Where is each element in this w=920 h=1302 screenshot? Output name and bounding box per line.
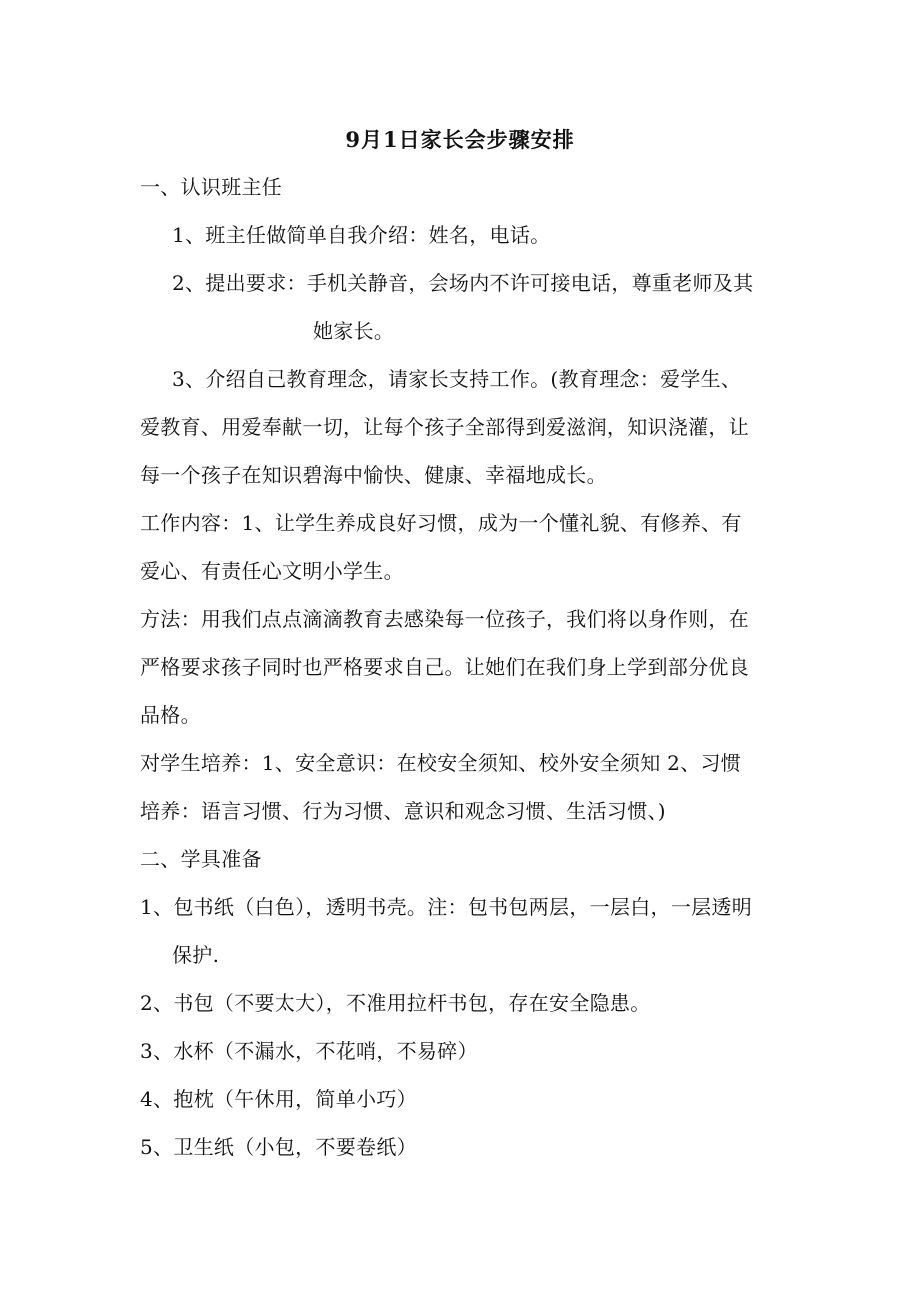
section-heading-1: 一、认识班主任 — [140, 175, 283, 199]
paragraph-line: 爱教育、用爱奉献一切，让每个孩子全部得到爱滋润，知识浇灌，让 — [140, 415, 749, 439]
paragraph-line: 爱心、有责任心文明小学生。 — [140, 559, 404, 583]
paragraph-line: 培养：语言习惯、行为习惯、意识和观念习惯、生活习惯、) — [140, 799, 666, 823]
list-item: 3、介绍自己教育理念，请家长支持工作。(教育理念：爱学生、 — [172, 367, 742, 391]
paragraph-line: 严格要求孩子同时也严格要求自己。让她们在我们身上学到部分优良 — [140, 655, 749, 679]
list-item-continuation: 她家长。 — [313, 319, 395, 343]
list-item: 1、班主任做简单自我介绍：姓名，电话。 — [172, 223, 551, 247]
list-item-continuation: 保护. — [172, 943, 220, 967]
list-item: 4、抱枕（午休用，简单小巧） — [140, 1087, 417, 1111]
list-item: 2、提出要求：手机关静音，会场内不许可接电话，尊重老师及其 — [172, 271, 754, 295]
paragraph-line: 每一个孩子在知识碧海中愉快、健康、幸福地成长。 — [140, 463, 607, 487]
section-heading-2: 二、学具准备 — [140, 847, 262, 871]
list-item: 3、水杯（不漏水，不花哨，不易碎） — [140, 1039, 478, 1063]
list-item: 1、包书纸（白色），透明书壳。注：包书包两层，一层白，一层透明 — [140, 895, 753, 919]
list-item: 5、卫生纸（小包，不要卷纸） — [140, 1135, 417, 1159]
page-title: 9月1日家长会步骤安排 — [345, 127, 575, 152]
paragraph-line: 对学生培养：1、安全意识：在校安全须知、校外安全须知 2、习惯 — [140, 751, 742, 775]
paragraph-line: 工作内容：1、让学生养成良好习惯，成为一个懂礼貌、有修养、有 — [140, 511, 742, 535]
paragraph-line: 品格。 — [140, 703, 201, 727]
paragraph-line: 方法：用我们点点滴滴教育去感染每一位孩子，我们将以身作则，在 — [140, 607, 749, 631]
list-item: 2、书包（不要太大），不准用拉杆书包，存在安全隐患。 — [140, 991, 651, 1015]
